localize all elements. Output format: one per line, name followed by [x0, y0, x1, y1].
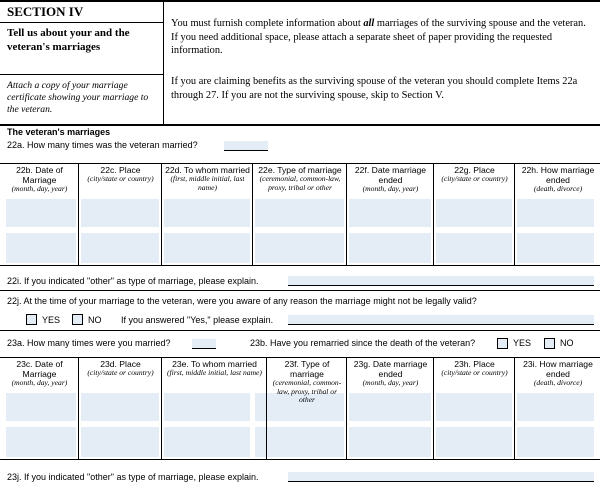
q23b-yes-checkbox[interactable]: [497, 338, 508, 349]
cell-22e-row2[interactable]: [255, 233, 344, 263]
q23j-input[interactable]: [288, 472, 594, 482]
q23j-label: 23j. If you indicated "other" as type of marriage, please explain.: [7, 472, 259, 482]
col-22g-head: 22g. Place (city/state or country): [441, 165, 508, 183]
col-22f-head: 22f. Date marriage ended (month, day, year): [354, 165, 427, 193]
q22j-yes-label: YES: [42, 315, 61, 325]
col-22d-head: 22d. To whom married (first, middle initial, last name): [165, 165, 250, 192]
cell-23d-row1[interactable]: [81, 393, 159, 421]
q23b-yes-label: YES: [513, 338, 532, 348]
col-22c-head: 22c. Place (city/state or country): [87, 165, 154, 183]
col-23h-head: 23h. Place (city/state or country): [441, 359, 508, 377]
cell-23i-row2[interactable]: [517, 427, 594, 457]
col-23c-head: 23c. Date of Marriage (month, day, year): [11, 359, 68, 387]
section-title: SECTION IV: [7, 4, 84, 19]
cell-23i-row1[interactable]: [517, 393, 594, 421]
cell-23e-row2[interactable]: [164, 427, 250, 457]
col-22e-head: 22e. Type of marriage (ceremonial, common-law, proxy, tribal or other: [258, 165, 342, 192]
q22j-explain-input[interactable]: [288, 315, 594, 325]
cell-23c-row1[interactable]: [6, 393, 76, 421]
cell-22b-row2[interactable]: [6, 233, 76, 263]
q22j-label: 22j. At the time of your marriage to the veteran, were you aware of any reason the marriage might not be legally valid?: [7, 296, 477, 306]
header-divider: [163, 0, 164, 124]
cell-23c-row2[interactable]: [6, 427, 76, 457]
col-23f-head: 23f. Type of marriage (ceremonial, common-law, proxy, tribal or other: [272, 359, 342, 404]
rule-22j: [0, 330, 600, 331]
cell-22h-row1[interactable]: [517, 199, 594, 227]
instruction-surviving-spouse: If you are claiming benefits as the surviving spouse of the veteran you should complete Items 22a through 27. If you are not the surviving spouse, skip to Section V.: [171, 76, 578, 101]
q22i-input[interactable]: [288, 276, 594, 286]
q22a-label: 22a. How many times was the veteran married?: [7, 140, 198, 150]
section-heading: Tell us about your and the veteran's marriages: [7, 27, 130, 53]
instruction-all-marriages: You must furnish complete information about all marriages of the surviving spouse and the veteran. If you need additional space, please attach a separate sheet of paper providing the requested information.: [171, 18, 586, 57]
claimant-marriages-table: [0, 357, 600, 460]
q23b-no-checkbox[interactable]: [544, 338, 555, 349]
heading-rule: [0, 74, 163, 75]
veteran-marriages-table: [0, 163, 600, 266]
col-23i-head: 23i. How marriage ended (death, divorce): [523, 359, 593, 387]
q23b-no-label: NO: [560, 338, 574, 348]
col-23e-head: 23e. To whom married (first, middle initial, last name): [167, 359, 262, 377]
q22j-no-label: NO: [88, 315, 102, 325]
q23a-input[interactable]: [192, 339, 216, 349]
cell-22b-row1[interactable]: [6, 199, 76, 227]
top-rule: [0, 0, 600, 2]
attach-note: Attach a copy of your marriage certificate showing your marriage to the veteran.: [7, 80, 149, 115]
col-22h-head: 22h. How marriage ended (death, divorce): [521, 165, 595, 193]
q23b-label: 23b. Have you remarried since the death of the veteran?: [250, 338, 476, 348]
cell-22d-row1[interactable]: [164, 199, 250, 227]
cell-22g-row2[interactable]: [436, 233, 512, 263]
header-bottom-rule: [0, 124, 600, 126]
q23a-label: 23a. How many times were you married?: [7, 338, 171, 348]
cell-23h-row1[interactable]: [436, 393, 512, 421]
q22a-input[interactable]: [224, 141, 268, 151]
col-23d-head: 23d. Place (city/state or country): [87, 359, 154, 377]
col-23g-head: 23g. Date marriage ended (month, day, year): [353, 359, 428, 387]
cell-22g-row1[interactable]: [436, 199, 512, 227]
cell-22c-row2[interactable]: [81, 233, 159, 263]
cell-22c-row1[interactable]: [81, 199, 159, 227]
q22j-yes-checkbox[interactable]: [26, 314, 37, 325]
cell-23f-row2[interactable]: [255, 427, 344, 457]
veteran-marriages-subheading: The veteran's marriages: [7, 127, 111, 137]
q22j-no-checkbox[interactable]: [72, 314, 83, 325]
cell-23h-row2[interactable]: [436, 427, 512, 457]
cell-23d-row2[interactable]: [81, 427, 159, 457]
cell-22d-row2[interactable]: [164, 233, 250, 263]
col-22b-head: 22b. Date of Marriage (month, day, year): [11, 165, 68, 193]
q22j-if-yes-label: If you answered "Yes," please explain.: [121, 315, 274, 325]
cell-23g-row2[interactable]: [349, 427, 431, 457]
cell-22f-row2[interactable]: [349, 233, 431, 263]
rule-22i: [0, 290, 600, 291]
section-title-rule: [0, 22, 163, 23]
cell-23e-row1[interactable]: [164, 393, 250, 421]
cell-22h-row2[interactable]: [517, 233, 594, 263]
q22i-label: 22i. If you indicated "other" as type of marriage, please explain.: [7, 276, 259, 286]
cell-22e-row1[interactable]: [255, 199, 344, 227]
cell-23g-row1[interactable]: [349, 393, 431, 421]
cell-22f-row1[interactable]: [349, 199, 431, 227]
